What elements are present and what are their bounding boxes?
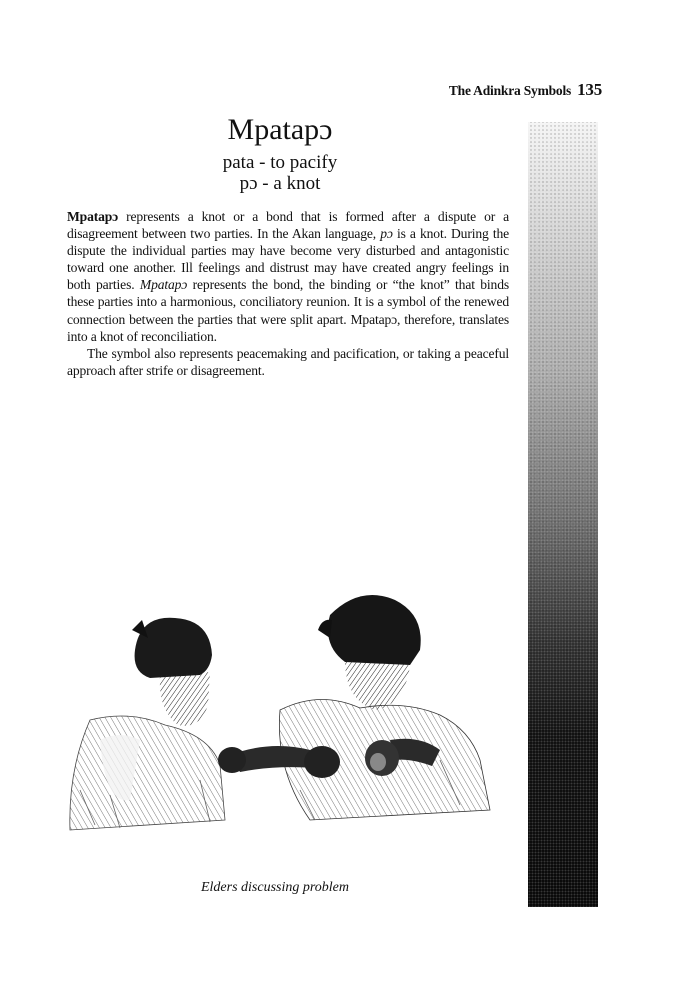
- page-number: 135: [577, 80, 602, 99]
- italic-term: Mpatapɔ: [139, 277, 188, 293]
- figure-caption: Elders discussing problem: [200, 880, 350, 895]
- text-run: is a knot. During the dispute the individual parties may have become very disturbed and antagonistic toward one another. Ill feelings and distrust may have created angry feelings in both parties.: [67, 226, 509, 293]
- paragraph-1: [67, 208, 509, 345]
- elders-illustration: [60, 590, 500, 835]
- symbol-title: Mpatapɔ: [227, 113, 333, 146]
- body-text: [67, 208, 509, 379]
- lead-term: Mpatapɔ: [67, 209, 119, 224]
- symbol-etymology-2: pɔ - a knot: [239, 173, 321, 194]
- running-head: [449, 80, 602, 100]
- text-run: represents the bond, the binding or “the knot” that binds these parties into a harmonious, conciliatory reunion. It is a symbol of the renewed connection between the parties that were split apart. Mpatapɔ, therefore, translates into a knot of reconciliation.: [67, 277, 509, 344]
- symbol-etymology-1: pata - to pacify: [222, 152, 338, 173]
- running-head-title: The Adinkra Symbols: [448, 83, 572, 98]
- italic-term: pɔ: [380, 226, 393, 242]
- paragraph-2: The symbol also represents peacemaking and pacification, or taking a peaceful approach after strife or disagreement.: [67, 345, 509, 378]
- text-run: represents a knot or a bond that is formed after a dispute or a disagreement between two parties. In the Akan language,: [67, 209, 509, 242]
- gradient-side-bar: [528, 122, 598, 907]
